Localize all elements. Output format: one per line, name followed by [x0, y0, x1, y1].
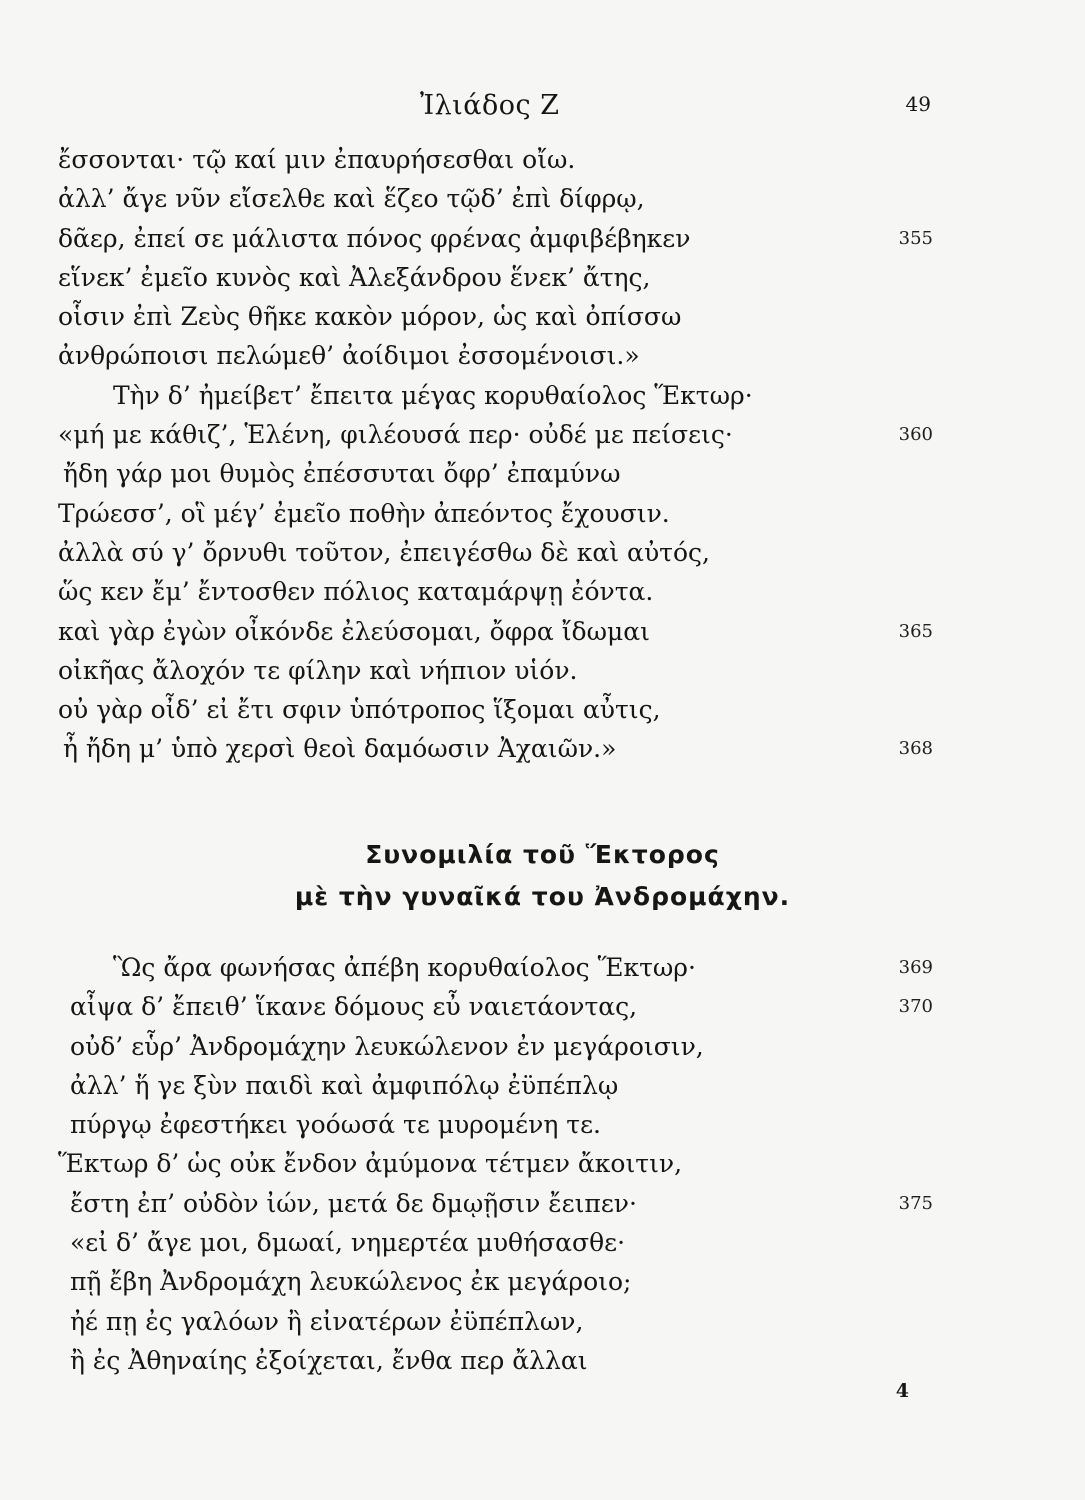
verse-text: ἔστη ἐπ’ οὐδὸν ἰών, μετά δε δμῳῇσιν ἔειπεν·: [70, 1188, 637, 1218]
verse-line: [58, 258, 933, 297]
verse-text: ἠέ πῃ ἐς γαλόων ἢ εἰνατέρων ἐϋπέπλων,: [70, 1306, 584, 1336]
verse-text: ἔσσονται· τῷ καί μιν ἐπαυρήσεσθαι οἴω.: [58, 145, 576, 174]
line-number: 375: [898, 1192, 933, 1214]
verse-line: [58, 415, 933, 454]
verse-block-speech: [58, 140, 933, 769]
verse-line: [58, 1223, 933, 1262]
verse-line: [58, 1027, 933, 1066]
verse-text: ἢ ἐς Ἀθηναίης ἐξοίχεται, ἔνθα περ ἄλλαι: [70, 1345, 588, 1375]
verse-text: Ἕκτωρ δ’ ὡς οὐκ ἔνδον ἀμύμονα τέτμεν ἄκοιτιν,: [58, 1149, 683, 1179]
page-number: 49: [905, 92, 931, 116]
verse-text: Ὣς ἄρα φωνήσας ἀπέβη κορυθαίολος Ἕκτωρ·: [113, 953, 696, 982]
verse-text: ἀλλ’ ἥ γε ξὺν παιδὶ καὶ ἀμφιπόλῳ ἐϋπέπλῳ: [70, 1070, 619, 1100]
verse-text: πύργῳ ἐφεστήκει γοόωσά τε μυρομένη τε.: [70, 1110, 601, 1140]
line-number: 368: [898, 738, 933, 760]
verse-text: εἵνεκ’ ἐμεῖο κυνὸς καὶ Ἀλεξάνδρου ἕνεκ’ ἄτης,: [58, 262, 651, 292]
line-number: 365: [898, 620, 933, 642]
verse-line: [58, 651, 933, 690]
verse-line: [58, 612, 933, 651]
verse-text: οἷσιν ἐπὶ Ζεὺς θῆκε κακὸν μόρον, ὡς καὶ ὀπίσσω: [58, 302, 682, 332]
running-head: [0, 84, 1085, 124]
verse-line: [58, 219, 933, 258]
verse-text: οἰκῆας ἄλοχόν τε φίλην καὶ νήπιον υἱόν.: [58, 655, 578, 685]
line-number: 369: [898, 957, 933, 978]
verse-text: ἀλλὰ σύ γ’ ὄρνυθι τοῦτον, ἐπειγέσθω δὲ καὶ αὐτός,: [58, 537, 710, 567]
printer-signature-mark: 4: [895, 1380, 909, 1402]
verse-text: οὐδ’ εὗρ’ Ἀνδρομάχην λευκώλενον ἐν μεγάροισιν,: [70, 1031, 704, 1061]
verse-line: [58, 494, 933, 533]
verse-text: οὐ γὰρ οἶδ’ εἰ ἔτι σφιν ὑπότροπος ἵξομαι αὖτις,: [58, 695, 661, 725]
line-number: 360: [898, 424, 933, 446]
verse-text: ἀνθρώποισι πελώμεθ’ ἀοίδιμοι ἐσσομένοισι.»: [58, 341, 640, 371]
verse-line: [58, 297, 933, 336]
verse-line: [58, 533, 933, 572]
verse-line: [58, 1066, 933, 1105]
line-number: 355: [898, 227, 933, 249]
verse-line: [58, 454, 933, 493]
verse-text: καὶ γὰρ ἐγὼν οἶκόνδε ἐλεύσομαι, ὄφρα ἴδωμαι: [58, 616, 650, 646]
verse-line: [58, 1105, 933, 1144]
verse-text: ἀλλ’ ἄγε νῦν εἴσελθε καὶ ἕζεο τῷδ’ ἐπὶ δίφρῳ,: [58, 184, 645, 214]
running-title: Ἰλιάδος Ζ: [420, 90, 560, 121]
verse-text: αἶψα δ’ ἔπειθ’ ἵκανε δόμους εὖ ναιετάοντας,: [70, 992, 638, 1022]
verse-line: [58, 987, 933, 1026]
verse-text: δᾶερ, ἐπεί σε μάλιστα πόνος φρένας ἀμφιβέβηκεν: [58, 223, 691, 253]
verse-line: [58, 1302, 933, 1341]
line-number: 370: [898, 996, 933, 1018]
verse-text: ἤδη γάρ μοι θυμὸς ἐπέσσυται ὄφρ’ ἐπαμύνω: [63, 459, 621, 489]
verse-text: Τρώεσσ’, οἳ μέγ’ ἐμεῖο ποθὴν ἀπεόντος ἔχουσιν.: [58, 498, 670, 528]
verse-text: «μή με κάθιζ’, Ἑλένη, φιλέουσά περ· οὐδέ με πείσεις·: [58, 420, 733, 450]
verse-line: [58, 336, 933, 375]
verse-text: πῇ ἔβη Ἀνδρομάχη λευκώλενος ἐκ μεγάροιο;: [70, 1267, 632, 1297]
verse-line: [58, 1341, 933, 1380]
verse-line: [58, 179, 933, 218]
verse-line: [58, 1262, 933, 1301]
verse-line: [58, 1184, 933, 1223]
section-heading-line-2: μὲ τὴν γυναῖκά του Ἀνδρομάχην.: [294, 882, 791, 911]
verse-block-narrative: [58, 948, 933, 1380]
verse-line: [58, 1144, 933, 1183]
verse-text: Τὴν δ’ ἠμείβετ’ ἔπειτα μέγας κορυθαίολος Ἕκτωρ·: [113, 380, 753, 410]
verse-line: [58, 729, 933, 768]
verse-line: [58, 690, 933, 729]
verse-text: ὥς κεν ἔμ’ ἔντοσθεν πόλιος καταμάρψῃ ἐόντα.: [58, 577, 654, 607]
verse-text: «εἰ δ’ ἄγε μοι, δμωαί, νημερτέα μυθήσασθε·: [70, 1228, 626, 1258]
verse-line: [58, 948, 933, 987]
section-heading-line-1: Συνομιλία τοῦ Ἕκτορος: [365, 840, 720, 869]
verse-text: ἦ ἤδη μ’ ὑπὸ χερσὶ θεοὶ δαμόωσιν Ἀχαιῶν.»: [63, 734, 617, 764]
verse-line: [58, 376, 933, 415]
verse-line: [58, 140, 933, 179]
verse-line: [58, 572, 933, 611]
